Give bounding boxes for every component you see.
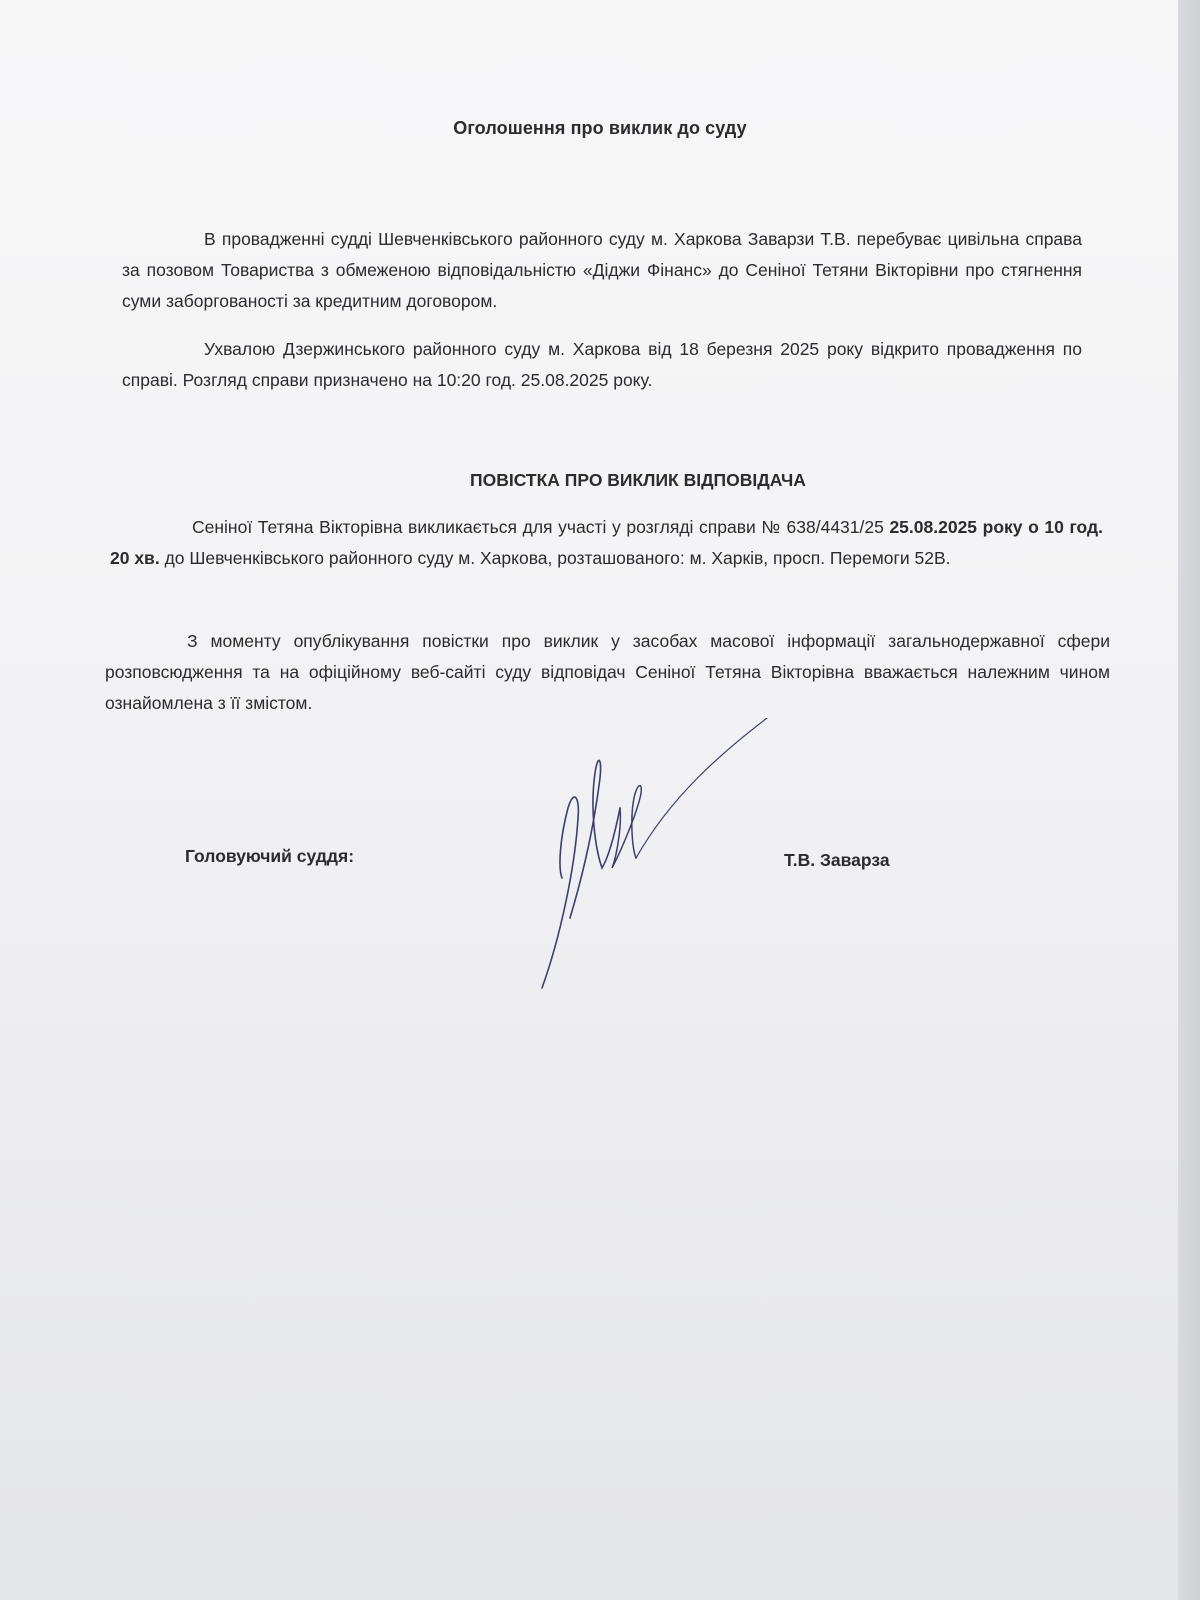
summons-text-after: до Шевченківського районного суду м. Харкова, розташованого: м. Харків, просп. Перемоги 52В. <box>164 548 951 568</box>
paragraph-text: Ухвалою Дзержинського районного суду м. Харкова від 18 березня 2025 року відкрито провадження по справі. Розгляд справи призначено на 10:20 год. 25.08.2025 року. <box>122 339 1082 390</box>
notice-text: З моменту опублікування повістки про виклик у засобах масової інформації загальнодержавної сфери розповсюдження та на офіційному веб-сайті суду відповідач Сеніної Тетяна Вікторівна вважається належним чином ознайомлена з її змістом. <box>105 631 1110 713</box>
paragraph-text: В провадженні судді Шевченківського районного суду м. Харкова Заварзи Т.В. перебуває цивільна справа за позовом Товариства з обмеженою відповідальністю «Діджи Фінанс» до Сеніної Тетяни Вікторівни про стягнення суми заборгованості за кредитним договором. <box>122 229 1082 311</box>
paragraph-summons <box>110 512 1103 574</box>
paragraph-notice <box>105 626 1110 719</box>
summons-datetime: 25.08.2025 року о 10 год. 20 хв. <box>110 517 1103 568</box>
paragraph-case-info <box>122 224 1082 317</box>
document-title: Оголошення про виклик до суду <box>453 118 747 138</box>
handwritten-signature-icon <box>540 718 800 1018</box>
signature-label: Головуючий суддя: <box>185 846 355 866</box>
summons-heading: ПОВІСТКА ПРО ВИКЛИК ВІДПОВІДАЧА <box>470 470 806 490</box>
paper-edge-shadow <box>1178 0 1200 1600</box>
summons-text-before: Сеніної Тетяна Вікторівна викликається для участі у розгляді справи № 638/4431/25 <box>192 517 884 537</box>
paragraph-ruling <box>122 334 1082 396</box>
judge-name: Т.В. Заварза <box>784 850 890 870</box>
